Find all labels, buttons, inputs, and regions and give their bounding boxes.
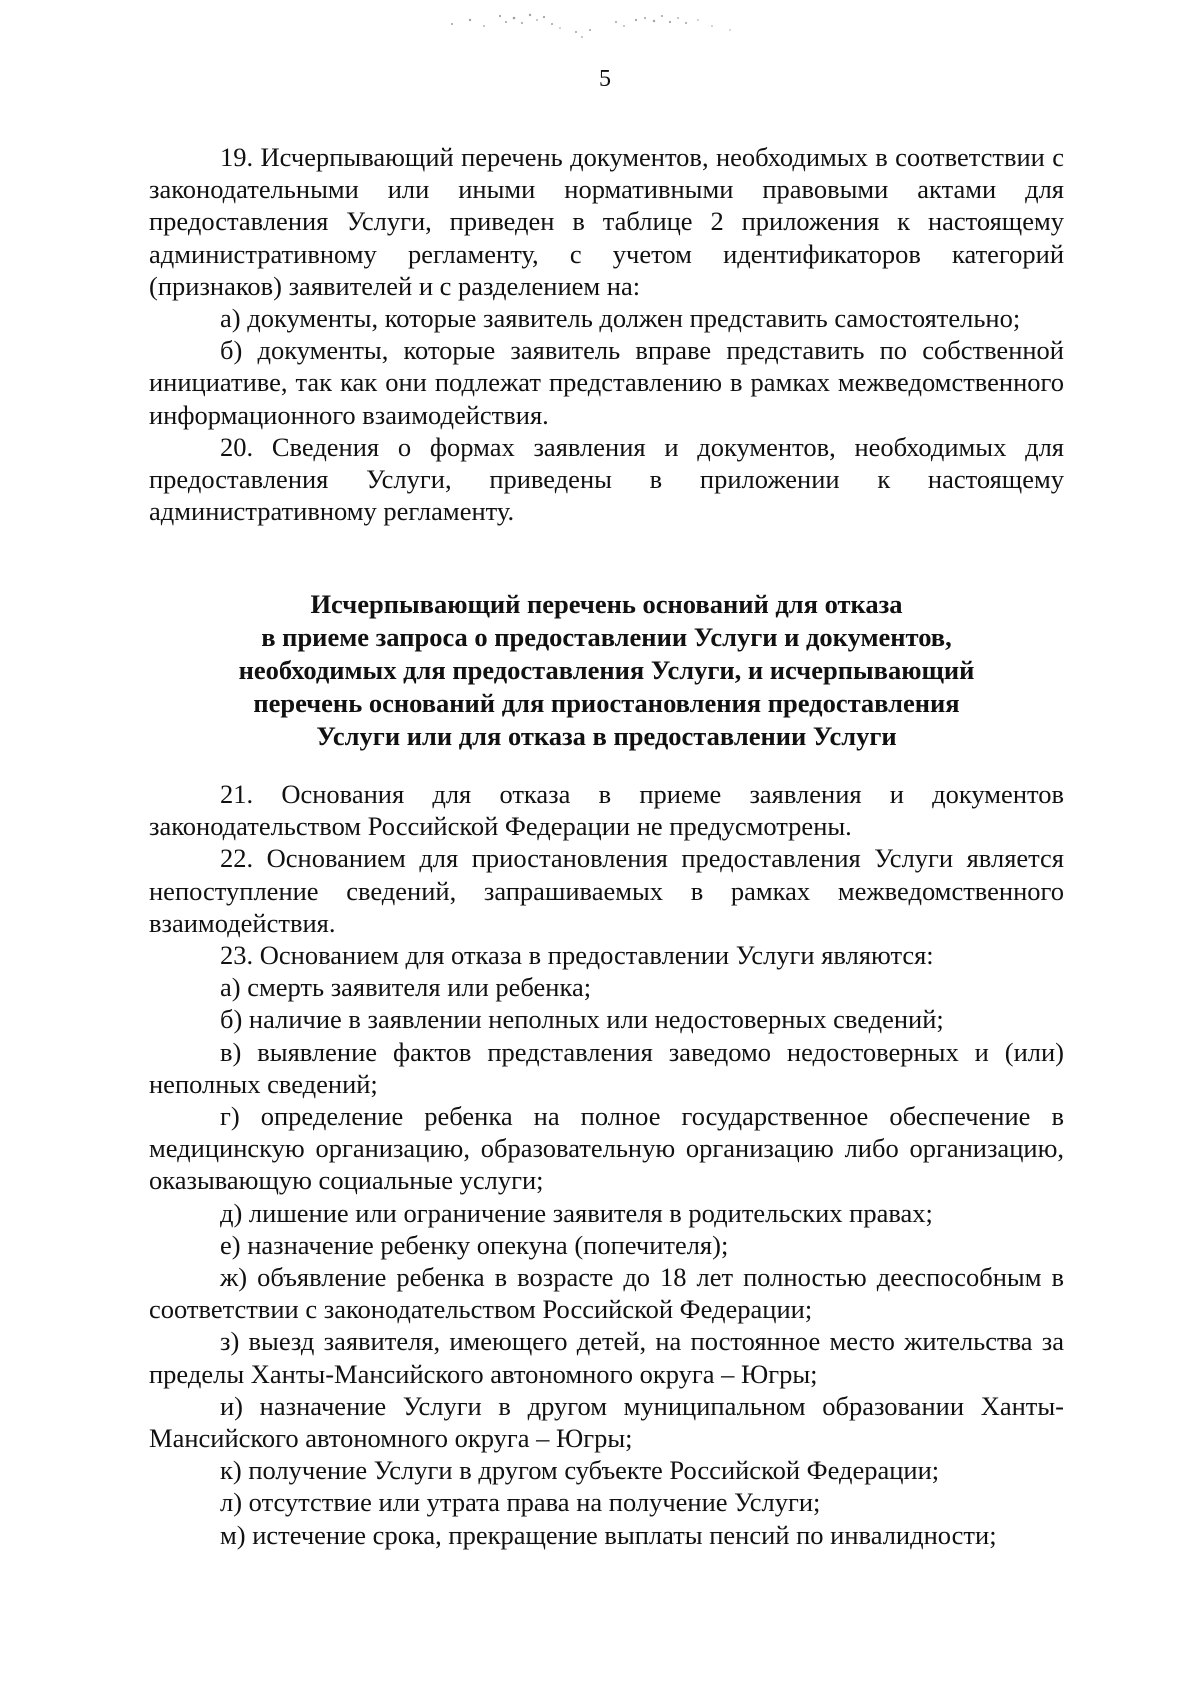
heading-line: Исчерпывающий перечень оснований для отказа <box>310 589 903 619</box>
list-item-l: л) отсутствие или утрата права на получение Услуги; <box>220 1487 821 1518</box>
list-item-m: м) истечение срока, прекращение выплаты пенсий по инвалидности; <box>220 1519 997 1550</box>
text-block-grounds <box>149 778 1064 1551</box>
paragraph-22: 22. Основанием для приостановления предоставления Услуги является непоступление сведений, запрашиваемых в рамках межведомственного взаимодействия. <box>149 843 1064 938</box>
list-item-k: к) получение Услуги в другом субъекте Российской Федерации; <box>220 1455 940 1486</box>
list-item-d: д) лишение или ограничение заявителя в родительских правах; <box>220 1197 933 1228</box>
list-item-a: а) документы, которые заявитель должен представить самостоятельно; <box>220 303 1021 334</box>
heading-line: необходимых для предоставления Услуги, и исчерпывающий <box>238 655 975 685</box>
list-item-e: е) назначение ребенку опекуна (попечителя); <box>220 1229 729 1260</box>
scan-artifact <box>440 4 770 44</box>
heading-line: Услуги или для отказа в предоставлении Услуги <box>316 721 897 751</box>
paragraph-23: 23. Основанием для отказа в предоставлении Услуги являются: <box>220 940 934 971</box>
text-block-requirements <box>149 141 1064 527</box>
list-item-z: з) выезд заявителя, имеющего детей, на постоянное место жительства за пределы Ханты-Мансийского автономного округа – Югры; <box>149 1326 1064 1389</box>
list-item-a: а) смерть заявителя или ребенка; <box>220 972 592 1003</box>
list-item-b: б) документы, которые заявитель вправе представить по собственной инициативе, так как они подлежат представлению в рамках межведомственного информационного взаимодействия. <box>149 335 1064 430</box>
paragraph-19: 19. Исчерпывающий перечень документов, необходимых в соответствии с законодательными или иными нормативными правовыми актами для предоставления Услуги, приведен в таблице 2 приложения к настоящему административному регламенту, с учетом идентификаторов категорий (признаков) заявителей и с разделением на: <box>149 142 1064 301</box>
heading-line: перечень оснований для приостановления предоставления <box>253 688 960 718</box>
list-item-v: в) выявление фактов представления заведомо недостоверных и (или) неполных сведений; <box>149 1036 1064 1099</box>
section-heading <box>149 588 1064 753</box>
list-item-i: и) назначение Услуги в другом муниципальном образовании Ханты-Мансийского автономного округа – Югры; <box>149 1390 1064 1454</box>
page-number: 5 <box>599 66 611 92</box>
paragraph-20: 20. Сведения о формах заявления и документов, необходимых для предоставления Услуги, приведены в приложении к настоящему административному регламенту. <box>149 431 1064 527</box>
list-item-zh: ж) объявление ребенка в возрасте до 18 лет полностью дееспособным в соответствии с законодательством Российской Федерации; <box>149 1262 1064 1325</box>
heading-line: в приеме запроса о предоставлении Услуги и документов, <box>261 622 952 652</box>
list-item-b: б) наличие в заявлении неполных или недостоверных сведений; <box>220 1004 944 1035</box>
list-item-g: г) определение ребенка на полное государственное обеспечение в медицинскую организацию, образовательную организацию либо организацию, оказывающую социальные услуги; <box>149 1101 1064 1196</box>
paragraph-21: 21. Основания для отказа в приеме заявления и документов законодательством Российской Федерации не предусмотрены. <box>149 779 1064 842</box>
